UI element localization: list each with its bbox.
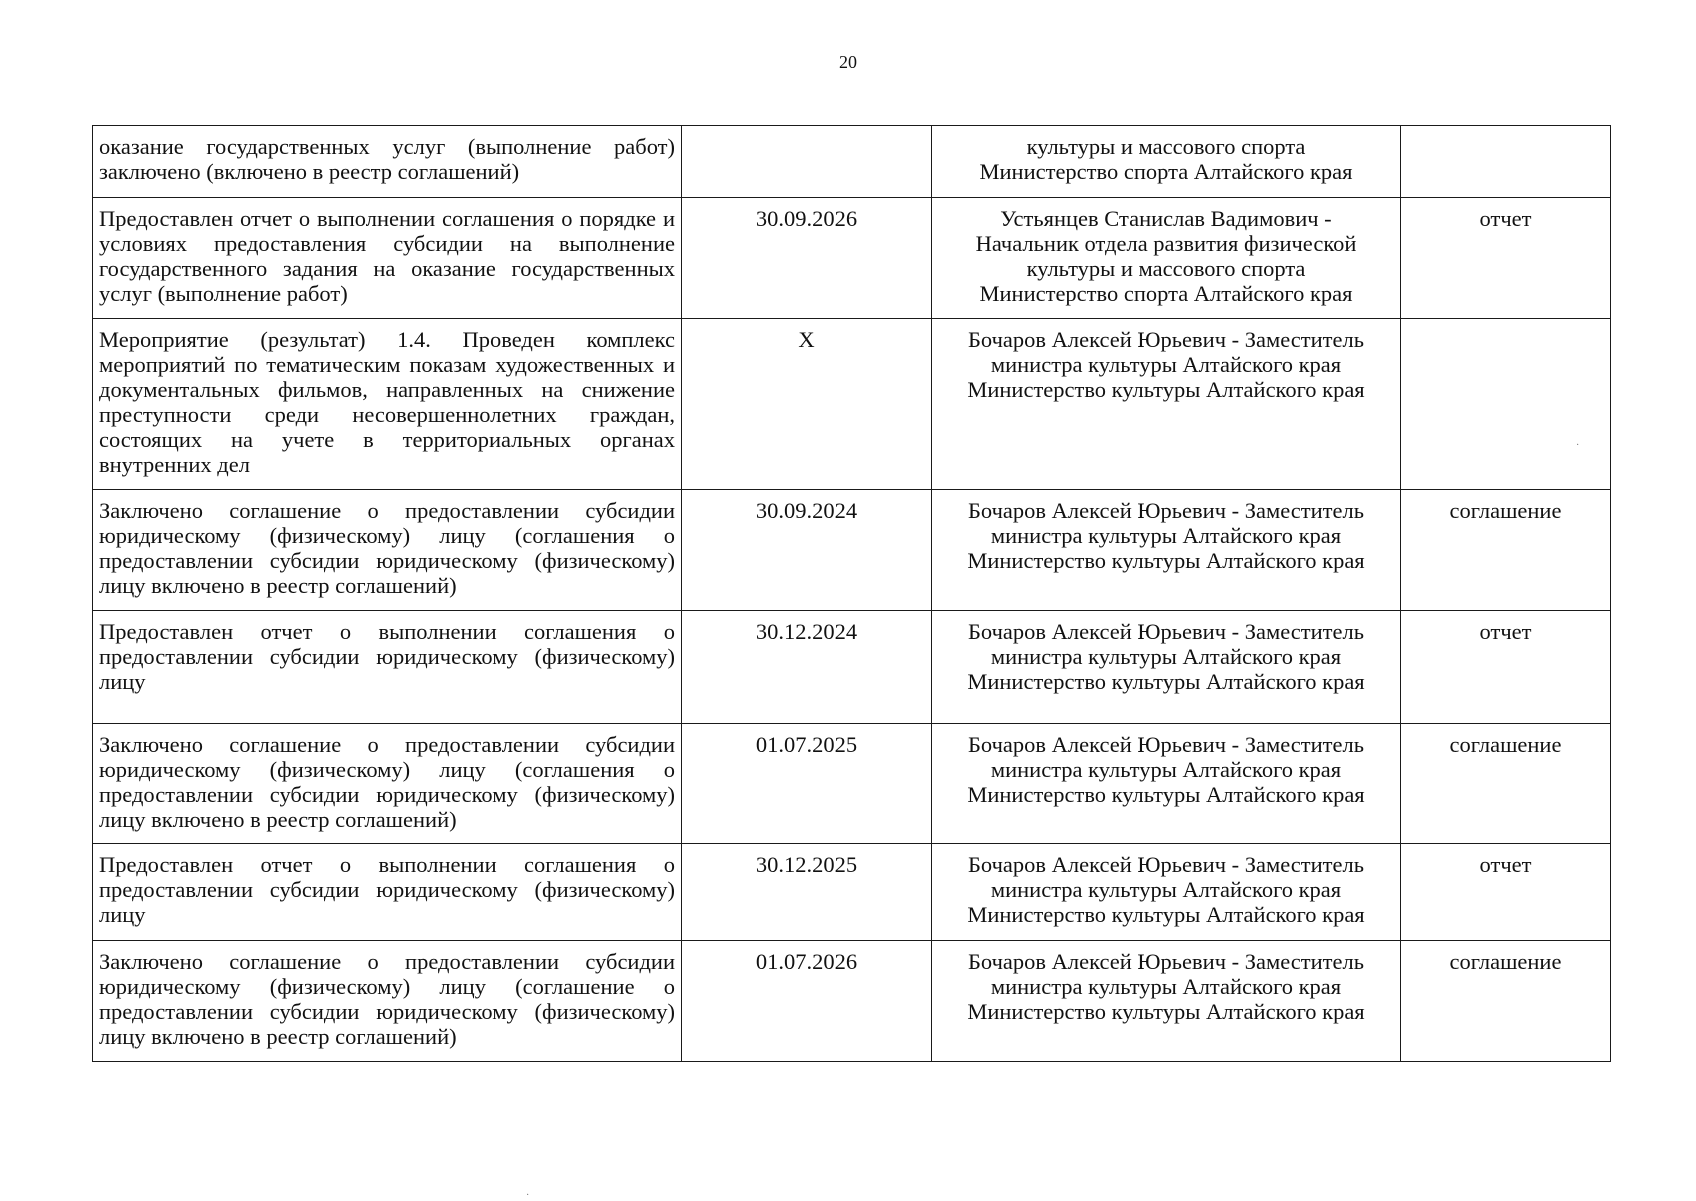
responsible-line: министра культуры Алтайского края (990, 757, 1342, 782)
responsible-line: Устьянцев Станислав Вадимович - (1000, 206, 1332, 231)
responsible-line: Бочаров Алексей Юрьевич - Заместитель (968, 327, 1364, 352)
responsible-line: культуры и массового спорта (1026, 256, 1306, 281)
event-cell: Заключено соглашение о предоставлении субсидии юридическому (физическому) лицу (соглашения о предоставлении субсидии юридическому (физическому) лицу включено в реестр соглашений) (93, 724, 682, 844)
table-row (93, 611, 1611, 724)
responsible-line: Бочаров Алексей Юрьевич - Заместитель (968, 852, 1364, 877)
event-cell: Мероприятие (результат) 1.4. Проведен комплекс мероприятий по тематическим показам художественных и документальных фильмов, направленных на снижение преступности среди несовершеннолетних граждан, состоящих на учете в территориальных органах внутренних дел (93, 319, 682, 490)
scan-speck: · (1576, 440, 1580, 451)
responsible-line: министра культуры Алтайского края (990, 523, 1342, 548)
document-cell (1401, 319, 1611, 490)
responsible-cell (932, 126, 1401, 198)
event-cell: Предоставлен отчет о выполнении соглашения о предоставлении субсидии юридическому (физическому) лицу (93, 844, 682, 941)
document-cell: отчет (1401, 198, 1611, 319)
responsible-line: Министерство культуры Алтайского края (967, 669, 1365, 694)
table-row (93, 126, 1611, 198)
event-cell: Заключено соглашение о предоставлении субсидии юридическому (физическому) лицу (соглашение о предоставлении субсидии юридическому (физическому) лицу включено в реестр соглашений) (93, 941, 682, 1062)
responsible-line: министра культуры Алтайского края (990, 877, 1342, 902)
responsible-line: Бочаров Алексей Юрьевич - Заместитель (968, 498, 1364, 523)
responsible-line: Министерство культуры Алтайского края (967, 377, 1365, 402)
document-cell: соглашение (1401, 724, 1611, 844)
responsible-cell (932, 941, 1401, 1062)
date-cell: 01.07.2025 (682, 724, 932, 844)
document-cell: соглашение (1401, 490, 1611, 611)
responsible-line: Министерство культуры Алтайского края (967, 782, 1365, 807)
responsible-line: Начальник отдела развития физической (975, 231, 1357, 256)
responsible-line: Бочаров Алексей Юрьевич - Заместитель (968, 949, 1364, 974)
document-cell: отчет (1401, 611, 1611, 724)
responsible-line: Министерство спорта Алтайского края (979, 281, 1353, 306)
date-cell: 30.09.2024 (682, 490, 932, 611)
responsible-line: Бочаров Алексей Юрьевич - Заместитель (968, 732, 1364, 757)
event-cell: Предоставлен отчет о выполнении соглашения о предоставлении субсидии юридическому (физическому) лицу (93, 611, 682, 724)
responsible-line: Министерство спорта Алтайского края (979, 159, 1353, 184)
page-number: 20 (839, 52, 857, 72)
date-cell: X (682, 319, 932, 490)
date-cell: 30.09.2026 (682, 198, 932, 319)
responsible-line: министра культуры Алтайского края (990, 352, 1342, 377)
responsible-cell (932, 490, 1401, 611)
event-cell: Предоставлен отчет о выполнении соглашения о порядке и условиях предоставления субсидии на выполнение государственного задания на оказание государственных услуг (выполнение работ) (93, 198, 682, 319)
responsible-cell (932, 319, 1401, 490)
table-row (93, 844, 1611, 941)
event-cell: Заключено соглашение о предоставлении субсидии юридическому (физическому) лицу (соглашения о предоставлении субсидии юридическому (физическому) лицу включено в реестр соглашений) (93, 490, 682, 611)
event-cell: оказание государственных услуг (выполнение работ) заключено (включено в реестр соглашений) (93, 126, 682, 198)
responsible-line: министра культуры Алтайского края (990, 644, 1342, 669)
responsible-cell (932, 724, 1401, 844)
scan-speck: · (526, 1190, 530, 1201)
date-cell (682, 126, 932, 198)
table-row (93, 724, 1611, 844)
responsible-line: Бочаров Алексей Юрьевич - Заместитель (968, 619, 1364, 644)
document-cell: отчет (1401, 844, 1611, 941)
responsible-line: Министерство культуры Алтайского края (967, 999, 1365, 1024)
responsible-line: Министерство культуры Алтайского края (967, 548, 1365, 573)
date-cell: 01.07.2026 (682, 941, 932, 1062)
table-row (93, 319, 1611, 490)
document-cell: соглашение (1401, 941, 1611, 1062)
responsible-cell (932, 844, 1401, 941)
document-cell (1401, 126, 1611, 198)
table-row (93, 198, 1611, 319)
table-row (93, 490, 1611, 611)
responsible-line: Министерство культуры Алтайского края (967, 902, 1365, 927)
table-row (93, 941, 1611, 1062)
responsible-line: министра культуры Алтайского края (990, 974, 1342, 999)
responsible-cell (932, 611, 1401, 724)
date-cell: 30.12.2024 (682, 611, 932, 724)
date-cell: 30.12.2025 (682, 844, 932, 941)
control-points-table (92, 125, 1611, 1062)
responsible-line: культуры и массового спорта (1026, 134, 1306, 159)
responsible-cell (932, 198, 1401, 319)
